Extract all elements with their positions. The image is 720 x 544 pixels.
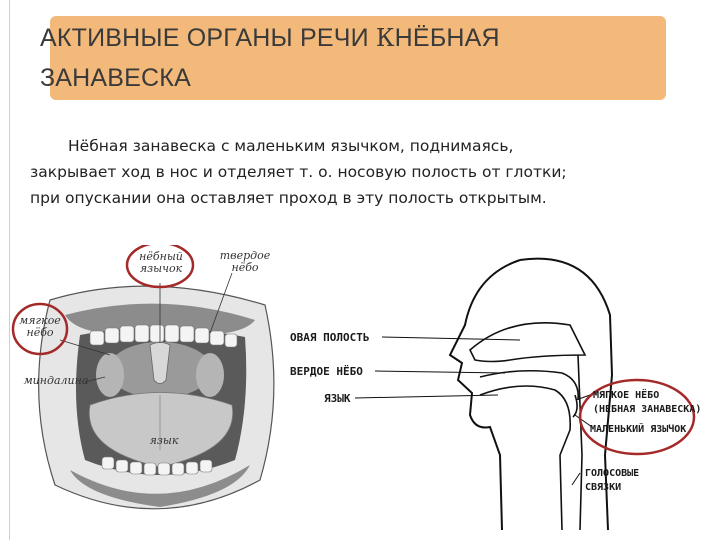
- label-tongue-mouth: язык: [149, 434, 179, 447]
- label-uvula: [134, 251, 188, 275]
- label-vocal-cords: [585, 467, 639, 495]
- label-soft-palate-line2: нёбо: [26, 326, 54, 339]
- label-hard-palate-line2: нёбо: [231, 261, 259, 274]
- label-uvula-line1: нёбный: [139, 250, 183, 263]
- label-vocal-cords-line2: СВЯЗКИ: [585, 482, 622, 493]
- label-hard-palate-line1: твердое: [219, 249, 271, 262]
- label-soft-palate-diagram: [593, 389, 701, 417]
- label-nasal-cavity: ОВАЯ ПОЛОСТЬ: [290, 331, 370, 344]
- label-hard-palate-diagram: ВЕРДОЕ НЁБО: [290, 365, 363, 378]
- title-line1-a: АКТИВНЫЕ ОРГАНЫ РЕЧИ: [40, 24, 376, 52]
- title-line1-b: НЁБНАЯ: [394, 24, 500, 52]
- body-line-1: Нёбная занавеска с маленьким язычком, поднимаясь,: [68, 137, 514, 155]
- label-tonsil: миндалина: [23, 374, 89, 387]
- label-soft-palate-line1: мягкое: [19, 314, 61, 327]
- body-line-3: при опускании она оставляет проход в эту полость открытым.: [30, 189, 547, 207]
- title-line1-k: К: [375, 24, 395, 52]
- body-line-2: закрывает ход в нос и отделяет т. о. носовую полость от глотки;: [30, 163, 567, 181]
- label-uvula-line2: язычок: [139, 262, 183, 275]
- open-mouth-illustration: [10, 245, 292, 540]
- label-soft-palate: [14, 315, 66, 339]
- title-line2: ЗАНАВЕСКА: [40, 64, 191, 92]
- label-tongue-diagram: ЯЗЫК: [324, 392, 351, 405]
- head-section-diagram: [290, 255, 700, 535]
- mouth-drawing: [10, 245, 292, 540]
- label-soft-palate-diagram-line1: МЯГКОЕ НЁБО: [593, 390, 660, 401]
- body-paragraph: [30, 133, 700, 211]
- label-uvula-diagram: МАЛЕНЬКИЙ ЯЗЫЧОК: [590, 424, 687, 435]
- label-soft-palate-diagram-line2: (НЕБНАЯ ЗАНАВЕСКА): [593, 404, 702, 415]
- slide-title: [40, 18, 660, 98]
- label-hard-palate: [210, 250, 280, 274]
- label-vocal-cords-line1: ГОЛОСОВЫЕ: [585, 468, 640, 479]
